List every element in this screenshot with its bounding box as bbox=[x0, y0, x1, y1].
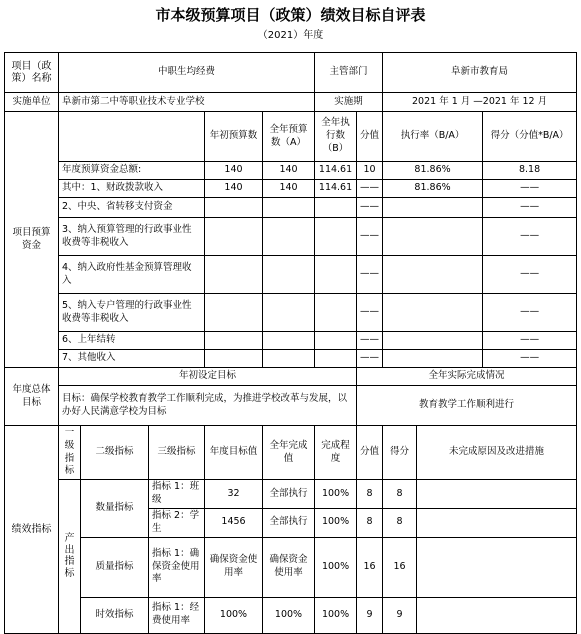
page-subtitle: （2021）年度 bbox=[257, 30, 324, 41]
project-name-value: 中职生均经费 bbox=[59, 53, 315, 93]
indicator-l3: 指标 1：班级 bbox=[149, 480, 205, 509]
funds-cell bbox=[383, 350, 483, 368]
project-name-label: 项目（政策）名称 bbox=[5, 53, 59, 93]
department-value: 阜新市教育局 bbox=[383, 53, 577, 93]
indicator-actual: 100% bbox=[263, 597, 315, 633]
ind-header-target: 年度目标值 bbox=[205, 426, 263, 480]
indicator-rate: 100% bbox=[315, 508, 357, 537]
funds-cell bbox=[205, 332, 263, 350]
indicator-row bbox=[5, 597, 577, 633]
funds-row-label: 其中：1、财政拨款收入 bbox=[59, 180, 205, 198]
indicator-row bbox=[5, 537, 577, 597]
ind-header-points: 得分 bbox=[383, 426, 417, 480]
department-label: 主管部门 bbox=[315, 53, 383, 93]
funds-header-h2: 全年预算数（A） bbox=[263, 112, 315, 162]
indicator-points: 8 bbox=[383, 508, 417, 537]
funds-cell bbox=[205, 294, 263, 332]
page-title: 市本级预算项目（政策）绩效目标自评表 bbox=[155, 6, 426, 24]
indicator-reason bbox=[417, 508, 577, 537]
funds-row bbox=[5, 198, 577, 218]
goal-col2-header: 全年实际完成情况 bbox=[357, 368, 577, 386]
funds-row bbox=[5, 350, 577, 368]
funds-cell: —— bbox=[483, 256, 577, 294]
group-quality: 质量指标 bbox=[81, 537, 149, 597]
funds-cell: —— bbox=[357, 350, 383, 368]
ind-header-l3: 三级指标 bbox=[149, 426, 205, 480]
ind-header-l2: 二级指标 bbox=[81, 426, 149, 480]
funds-cell bbox=[205, 198, 263, 218]
funds-cell: —— bbox=[483, 218, 577, 256]
funds-row-label: 5、纳入专户管理的行政事业性收费等非税收入 bbox=[59, 294, 205, 332]
funds-cell bbox=[315, 332, 357, 350]
indicator-score: 8 bbox=[357, 480, 383, 509]
goal-col1-header: 年初设定目标 bbox=[59, 368, 357, 386]
indicator-points: 9 bbox=[383, 597, 417, 633]
indicator-points: 16 bbox=[383, 537, 417, 597]
funds-cell: 140 bbox=[205, 180, 263, 198]
indicator-l3: 指标 1：经费使用率 bbox=[149, 597, 205, 633]
funds-cell: —— bbox=[357, 294, 383, 332]
ind-header-reason: 未完成原因及改进措施 bbox=[417, 426, 577, 480]
funds-cell: —— bbox=[483, 294, 577, 332]
funds-cell bbox=[315, 350, 357, 368]
group-timeliness: 时效指标 bbox=[81, 597, 149, 633]
funds-cell bbox=[383, 256, 483, 294]
indicator-rate: 100% bbox=[315, 480, 357, 509]
funds-cell bbox=[383, 332, 483, 350]
funds-cell bbox=[263, 294, 315, 332]
unit-value: 阜新市第二中等职业技术专业学校 bbox=[59, 93, 315, 112]
evaluation-table bbox=[4, 52, 577, 634]
indicator-points: 8 bbox=[383, 480, 417, 509]
funds-cell bbox=[205, 256, 263, 294]
funds-cell bbox=[315, 294, 357, 332]
indicator-reason bbox=[417, 597, 577, 633]
indicator-reason bbox=[417, 480, 577, 509]
funds-cell: 140 bbox=[205, 162, 263, 180]
funds-cell: 114.61 bbox=[315, 180, 357, 198]
funds-cell: —— bbox=[483, 332, 577, 350]
funds-header-h3: 全年执行数（B） bbox=[315, 112, 357, 162]
funds-cell: 81.86% bbox=[383, 180, 483, 198]
funds-cell: —— bbox=[483, 198, 577, 218]
goal-col2-text: 教育教学工作顺利进行 bbox=[357, 386, 577, 426]
funds-cell bbox=[383, 294, 483, 332]
funds-cell: —— bbox=[357, 332, 383, 350]
period-value: 2021 年 1 月 —2021 年 12 月 bbox=[383, 93, 577, 112]
funds-cell bbox=[205, 218, 263, 256]
indicator-reason bbox=[417, 537, 577, 597]
funds-row bbox=[5, 256, 577, 294]
ind-header-rate: 完成程度 bbox=[315, 426, 357, 480]
funds-cell: —— bbox=[357, 218, 383, 256]
funds-cell: —— bbox=[357, 180, 383, 198]
funds-cell: —— bbox=[483, 350, 577, 368]
funds-cell bbox=[263, 256, 315, 294]
goal-col1-text: 目标：确保学校教育教学工作顺利完成，为推进学校改革与发展，以办好人民满意学校为目标 bbox=[59, 386, 357, 426]
perf-label: 绩效指标 bbox=[5, 426, 59, 634]
indicator-score: 16 bbox=[357, 537, 383, 597]
indicator-rate: 100% bbox=[315, 597, 357, 633]
funds-row-label: 2、中央、省转移支付资金 bbox=[59, 198, 205, 218]
funds-cell: —— bbox=[483, 180, 577, 198]
funds-row-label: 3、纳入预算管理的行政事业性收费等非税收入 bbox=[59, 218, 205, 256]
indicator-actual: 全部执行 bbox=[263, 508, 315, 537]
indicator-score: 8 bbox=[357, 508, 383, 537]
funds-cell bbox=[383, 198, 483, 218]
indicator-row bbox=[5, 480, 577, 509]
funds-header-blank bbox=[59, 112, 205, 162]
ind-header-score: 分值 bbox=[357, 426, 383, 480]
funds-header-h5: 执行率（B/A） bbox=[383, 112, 483, 162]
funds-cell bbox=[205, 350, 263, 368]
indicator-l3: 指标 1：确保资金使用率 bbox=[149, 537, 205, 597]
funds-cell: 114.61 bbox=[315, 162, 357, 180]
indicator-actual: 全部执行 bbox=[263, 480, 315, 509]
funds-cell: 140 bbox=[263, 180, 315, 198]
indicator-target: 确保资金使用率 bbox=[205, 537, 263, 597]
indicator-target: 1456 bbox=[205, 508, 263, 537]
funds-header-h4: 分值 bbox=[357, 112, 383, 162]
ind-header-l1: 一级指标 bbox=[59, 426, 81, 480]
funds-row bbox=[5, 332, 577, 350]
indicator-score: 9 bbox=[357, 597, 383, 633]
funds-cell bbox=[315, 218, 357, 256]
funds-row bbox=[5, 294, 577, 332]
indicator-l3: 指标 2：学生 bbox=[149, 508, 205, 537]
group-quantity: 数量指标 bbox=[81, 480, 149, 537]
funds-cell: —— bbox=[357, 198, 383, 218]
funds-row bbox=[5, 180, 577, 198]
funds-cell: 8.18 bbox=[483, 162, 577, 180]
indicator-rate: 100% bbox=[315, 537, 357, 597]
funds-cell bbox=[383, 218, 483, 256]
indicator-target: 100% bbox=[205, 597, 263, 633]
indicator-actual: 确保资金使用率 bbox=[263, 537, 315, 597]
funds-row-label: 4、纳入政府性基金预算管理收入 bbox=[59, 256, 205, 294]
funds-row bbox=[5, 218, 577, 256]
funds-row bbox=[5, 162, 577, 180]
period-label: 实施期 bbox=[315, 93, 383, 112]
funds-cell: —— bbox=[357, 256, 383, 294]
goal-section-label: 年度总体目标 bbox=[5, 368, 59, 426]
funds-cell bbox=[315, 256, 357, 294]
funds-cell bbox=[263, 332, 315, 350]
funds-cell: 81.86% bbox=[383, 162, 483, 180]
indicator-target: 32 bbox=[205, 480, 263, 509]
unit-label: 实施单位 bbox=[5, 93, 59, 112]
funds-cell: 10 bbox=[357, 162, 383, 180]
funds-cell bbox=[315, 198, 357, 218]
funds-cell bbox=[263, 350, 315, 368]
funds-row-label: 年度预算资金总额: bbox=[59, 162, 205, 180]
funds-header-h6: 得分（分值*B/A） bbox=[483, 112, 577, 162]
output-label: 产出指标 bbox=[59, 480, 81, 633]
funds-cell bbox=[263, 218, 315, 256]
funds-header-h1: 年初预算数 bbox=[205, 112, 263, 162]
funds-row-label: 7、其他收入 bbox=[59, 350, 205, 368]
funds-cell: 140 bbox=[263, 162, 315, 180]
funds-cell bbox=[263, 198, 315, 218]
funds-section-label: 项目预算资金 bbox=[5, 112, 59, 368]
ind-header-actual: 全年完成值 bbox=[263, 426, 315, 480]
funds-row-label: 6、上年结转 bbox=[59, 332, 205, 350]
